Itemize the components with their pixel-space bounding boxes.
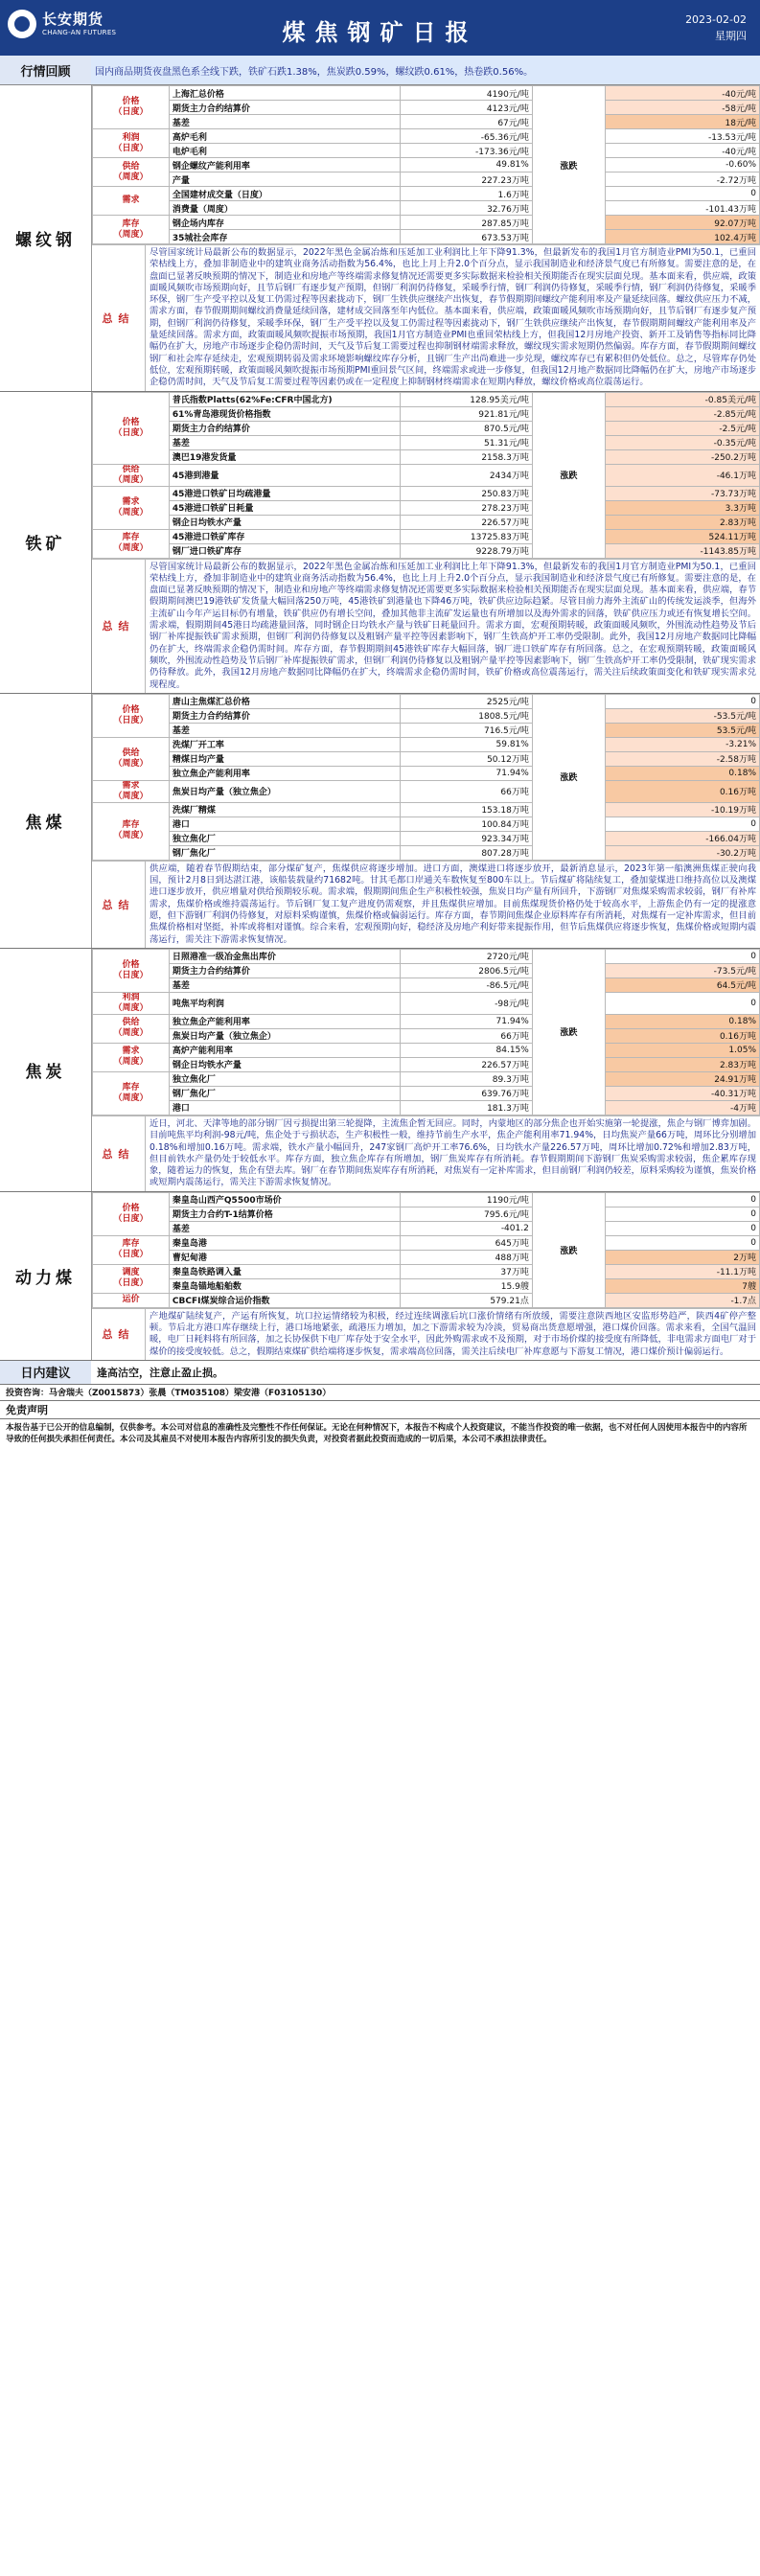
table-row (93, 802, 760, 816)
change-value: 0.18% (605, 766, 759, 780)
summary-label: 总结 (102, 311, 135, 325)
change-value: -46.1万吨 (605, 464, 759, 486)
change-value: -2.72万吨 (605, 172, 759, 187)
category-cell: 价格 （日度） (93, 1192, 170, 1235)
change-value: 0 (605, 949, 759, 963)
change-value: 0 (605, 1207, 759, 1221)
intraday-advice-text: 逢高沽空，注意止盈止损。 (97, 1366, 223, 1379)
table-row (93, 543, 760, 558)
change-value: -11.1万吨 (605, 1264, 759, 1278)
change-value: 524.11万吨 (605, 529, 759, 543)
change-value: -58元/吨 (605, 101, 759, 115)
indicator-name: 秦皇岛铁路调入量 (169, 1264, 400, 1278)
indicator-name: 独立焦化厂 (169, 1071, 400, 1086)
indicator-value: 71.94% (400, 766, 532, 780)
summary-text: 尽管国家统计局最新公布的数据显示，2022年黑色金属冶炼和压延加工业利润比上年下降91.3%，但最新发布的我国1月官方制造业PMI为50.1，已重回荣枯线上方，叠加非制造业中的建筑业商务活动指数为56.4%，也比上月上升2.0个百分点，显示我国制造业和经济景气度已有所修复。需要注意的是，在盘面已显著反映预期的情况下，制造业和房地产等终端需求修复情况还需要更多实际数据来检验相关预期能否在现实层面兑现。基本面来看，供应端，春节假期期间澳巴19港铁矿发货量大幅回落250万吨，45港铁矿到港量也下降46万吨，铁矿供应边际趋紧。尽管目前力海外主流矿山的传统发运淡季，但海外主流矿山今年产运目标仍有增量，铁矿供应仍有增长空间，叠加其他非主流矿发运量也有所增加以及海外需求的回落，铁矿供应压力或还有恢复增长空间。需求端，假期期间45港日均疏港量回落，同时钢企日均铁水产量与铁矿日耗量回升。需求方面，宏观预期转暖，政策面暖风频吹，外围流动性趋势及节后钢厂补库提振铁矿需求预期，但钢厂利润仍待修复以及粗钢产量平控等因素影响下，钢厂生铁高炉开工率仍受限制。此外，我国12月房地产数据同比降幅仍在扩大，终端需求企稳仍需时间。库存方面，春节假期期间45港铁矿库存大幅回落，钢厂进口铁矿库存有所回落。总之，在宏观预期转暖，政策面暖风频吹，外围流动性趋势及节后钢厂补库提振铁矿需求，但钢厂利润仍待修复以及粗钢产量平控等因素影响下，钢厂生铁高炉开工率仍受限制，铁矿现实需求仍待释放。此外，我国12月房地产数据同比降幅仍在扩大，终端需求企稳仍需时间，铁矿价格或高位震荡运行，需关注后续政策面变化和铁矿现实需求兑现程度。 (145, 560, 760, 693)
category-cell: 需求 （周度） (93, 780, 170, 802)
table-row (93, 144, 760, 158)
change-value: -2.58万吨 (605, 751, 759, 766)
table-row (93, 708, 760, 723)
analyst-contact: 投资咨询：马舍瑞夫（Z0015873）张晨（TM035108）梁安港（F03105130） (0, 1385, 760, 1401)
indicator-value: 287.85万吨 (400, 216, 532, 230)
indicator-value: 488万吨 (400, 1250, 532, 1264)
indicator-name: 期货主力合约T-1结算价格 (169, 1207, 400, 1221)
indicator-name: 基差 (169, 115, 400, 129)
section-0 (0, 85, 760, 392)
category-cell: 供给 （周度） (93, 464, 170, 486)
category-cell: 价格 （日度） (93, 694, 170, 737)
change-value: 2.83万吨 (605, 1057, 759, 1071)
table-row (93, 1250, 760, 1264)
summary-label: 总结 (102, 898, 135, 911)
report-header (0, 0, 760, 56)
change-value: -101.43万吨 (605, 201, 759, 216)
table-row (93, 392, 760, 406)
intraday-advice (0, 1361, 760, 1385)
table-row (93, 172, 760, 187)
category-cell: 库存 （周度） (93, 529, 170, 558)
indicator-value: 32.76万吨 (400, 201, 532, 216)
indicator-table (92, 1192, 760, 1308)
change-value: -1143.85万吨 (605, 543, 759, 558)
change-header: 涨跌 (532, 392, 605, 558)
change-value: -30.2万吨 (605, 845, 759, 860)
indicator-name: 独立焦企产能利用率 (169, 1014, 400, 1028)
table-row (93, 963, 760, 978)
indicator-value: 795.6元/吨 (400, 1207, 532, 1221)
table-row (93, 515, 760, 529)
summary-text: 尽管国家统计局最新公布的数据显示，2022年黑色金属冶炼和压延加工业利润比上年下降91.3%，但最新发布的我国1月官方制造业PMI为50.1，已重回荣枯线上方，叠加非制造业中的建筑业商务活动指数为56.4%，也比上月上升2.0个百分点，显示我国制造业和经济景气度已有所修复。需要注意的是，在盘面已显著反映预期的情况下，制造业和房地产等终端需求修复情况还需要更多实际数据来检验相关预期能否在现实层面兑现。基本面来看，供应端，政策面暖风频吹市场预期向好，且节后钢厂有逐步复产预期，但钢厂利润仍待修复，采暖季行情，钢厂利润仍待修复，采暖季行情，钢厂利润仍待修复，采暖季环保，钢厂生产受平控以及复工仍需过程等因素拢动下，钢厂生铁供应继续产出恢复，春节假期期间螺纹产能利用率及产量延续回落。螺纹供应压力不减，需求方面，春节假期期间螺纹消费量延续回落，建材成交回落至年内低位。基本面来看，供应端，政策面暖风频吹市场预期向好，且节后钢厂有逐步复产预期，但钢厂利润仍待修复，采暖季环保，钢厂生产受平控以及复工仍需过程等因素拢动下，钢厂生铁供应继续产出恢复，春节假期期间螺纹产能利用率及产量延续回落。需求方面，政策面暖风频吹提振市场预期，我国1月官方制造业PMI也重回荣枯线上方，但我国12月房地产投资、新开工及销售等指标同比降幅仍在扩大，房地产市场逐步企稳仍需时间，天气及节后复工需要过程也抑制钢材端需求释放，螺纹现实需求短期仍然偏弱。库存方面，春节假期期间螺纹钢厂和社会库存延续走，宏观预期转弱及需求环境影响螺纹库存分析，且钢厂生产出尚难进一步兑现，螺纹库存已有累积但仍处低位。总之，尽管库存仍处低位，宏观预期转暖，政策面暖风频吹提振市场预期PMI重回景气区间，终端需求或进一步修复，但我国12月地产数据同比降幅仍在扩大，房地产市场逐步企稳仍需时间，天气及节后复工需要过程等因素仍或在一定程度上抑制钢材终端需求在短期内释放，螺纹价格或高位震荡运行。 (145, 245, 760, 391)
report-title: 煤焦钢矿日报 (282, 19, 478, 46)
category-cell: 价格 （日度） (93, 949, 170, 992)
indicator-value: 2720元/吨 (400, 949, 532, 963)
table-row (93, 1192, 760, 1207)
change-value: 0 (605, 187, 759, 201)
change-header: 涨跌 (532, 1192, 605, 1307)
indicator-value: 13725.83万吨 (400, 529, 532, 543)
table-row (93, 435, 760, 449)
change-value: 53.5元/吨 (605, 723, 759, 737)
logo-text-en: CHANG-AN FUTURES (42, 29, 117, 36)
table-row (93, 86, 760, 101)
indicator-name: 秦皇岛港 (169, 1235, 400, 1250)
indicator-table (92, 85, 760, 244)
indicator-name: 唐山主焦煤汇总价格 (169, 694, 400, 708)
change-value: 2万吨 (605, 1250, 759, 1264)
table-row (93, 1028, 760, 1043)
change-value: 0.18% (605, 1014, 759, 1028)
summary-text: 近日，河北、天津等地的部分钢厂因亏损提出第三轮提降，主流焦企暂无回应。同时，内蒙地区的部分焦企也开始实施第一轮提涨，焦企与钢厂博弈加剧。目前吨焦平均利润-98元/吨，焦企处于亏损状态，生产积极性一般，维持节前生产水平，焦企产能利用率71.94%，日均焦炭产量66万吨，周环比分别增加0.18%和增加0.16万吨。需求端，铁水产量小幅回升，247家钢厂高炉开工率76.6%，日均铁水产量226.57万吨，周环比增加0.72%和增加2.83万吨，但目前铁水产量仍处于较低水平。库存方面，独立焦企库存有所增加，钢厂焦炭库存有所消耗。春节假期期间下游钢厂焦炭采购需求较弱，焦企累库存现象，随着运力的恢复，焦企有望去库。钢厂在春节期间焦炭库存有所消耗，对焦炭有一定补库需求，但目前钢厂利润仍较差，原料采购较为谨慎，焦炭价格或短期内震荡运行，需关注下游需求恢复情况。 (145, 1116, 760, 1191)
indicator-value: 4190元/吨 (400, 86, 532, 101)
indicator-value: 645万吨 (400, 1235, 532, 1250)
section-name: 螺纹钢 (0, 85, 92, 391)
category-cell: 价格 （日度） (93, 86, 170, 129)
indicator-name: 曹妃甸港 (169, 1250, 400, 1264)
table-row (93, 500, 760, 515)
category-cell: 库存 （周度） (93, 216, 170, 244)
summary-block (92, 1308, 760, 1360)
indicator-value: 579.21点 (400, 1293, 532, 1307)
indicator-value: 66万吨 (400, 780, 532, 802)
category-cell: 库存 （日度） (93, 1235, 170, 1264)
indicator-value: 1190元/吨 (400, 1192, 532, 1207)
change-value: -2.5元/吨 (605, 421, 759, 435)
change-value: 24.91万吨 (605, 1071, 759, 1086)
category-cell: 利润 （日度） (93, 129, 170, 158)
indicator-value: 923.34万吨 (400, 831, 532, 845)
table-row (93, 464, 760, 486)
table-row (93, 723, 760, 737)
table-row (93, 949, 760, 963)
category-cell: 库存 （周度） (93, 1071, 170, 1115)
indicator-name: 45港进口铁矿库存 (169, 529, 400, 543)
indicator-value: 2158.3万吨 (400, 449, 532, 464)
change-value: 0 (605, 816, 759, 831)
change-value: -73.5元/吨 (605, 963, 759, 978)
disclaimer-text: 本报告基于已公开的信息编制，仅供参考。本公司对信息的准确性及完整性不作任何保证。无论在何种情况下，本报告不构成个人投资建议，不能当作投资的唯一依据，也不对任何人因使用本报告中的内容所导致的任何损失承担任何责任。本公司及其雇员不对使用本报告内容所引发的损失负责，对投资者据此投资而造成的一切后果，本公司不承担法律责任。 (6, 1422, 748, 1444)
indicator-name: 洗煤厂精煤 (169, 802, 400, 816)
indicator-value: 15.9艘 (400, 1278, 532, 1293)
summary-text: 产地煤矿陆续复产，产运有所恢复，坑口拉运情绪较为积极，经过连续调涨后坑口涨价情绪有所放缓，需要注意陕西地区安监形势趋严，陕西4矿停产整顿。节后北方港口库存继续上行，港口场地紧张，疏港压力增加，加之下游需求较为冷淡，贸易商出货意愿增强，港口煤价回落。需求来看，全国气温回暖，电厂日耗料将有所回落，加之长协保供下电厂库存处于安全水平，因此外购需求或不及预期，对于市场价煤的接受度有所降低，非电需求方面电厂对于煤价的接受度较低。总之，假期结束煤矿供给端将逐步恢复，需求端高位回落，需关注后续电厂补库意愿与下游复工情况，港口煤价预计偏弱运行。 (145, 1309, 760, 1360)
indicator-value: 4123元/吨 (400, 101, 532, 115)
table-row (93, 158, 760, 172)
table-row (93, 780, 760, 802)
category-cell: 需求 （周度） (93, 1043, 170, 1071)
indicator-name: 上海汇总价格 (169, 86, 400, 101)
indicator-value: 100.84万吨 (400, 816, 532, 831)
category-cell: 调度 （日度） (93, 1264, 170, 1293)
indicator-name: 61%青岛港现货价格指数 (169, 406, 400, 421)
indicator-value: 226.57万吨 (400, 1057, 532, 1071)
change-value: -250.2万吨 (605, 449, 759, 464)
indicator-value: -86.5元/吨 (400, 978, 532, 992)
category-cell: 价格 （日度） (93, 392, 170, 464)
summary-label: 总结 (102, 1147, 135, 1161)
change-value: -73.73万吨 (605, 486, 759, 500)
summary-block (92, 244, 760, 391)
indicator-value: 89.3万吨 (400, 1071, 532, 1086)
change-value: 64.5元/吨 (605, 978, 759, 992)
indicator-value: -173.36元/吨 (400, 144, 532, 158)
indicator-name: 高炉产能利用率 (169, 1043, 400, 1057)
table-row (93, 187, 760, 201)
indicator-name: 港口 (169, 816, 400, 831)
indicator-value: 2434万吨 (400, 464, 532, 486)
change-value: -166.04万吨 (605, 831, 759, 845)
section-name: 铁矿 (0, 392, 92, 693)
indicator-value: 2525元/吨 (400, 694, 532, 708)
indicator-name: 钢厂焦化厂 (169, 845, 400, 860)
change-header: 涨跌 (532, 694, 605, 860)
indicator-name: 期货主力合约结算价 (169, 421, 400, 435)
indicator-name: 独立焦化厂 (169, 831, 400, 845)
report-date: 2023-02-02 (685, 13, 747, 26)
summary-block (92, 861, 760, 948)
indicator-value: 71.94% (400, 1014, 532, 1028)
table-row (93, 1086, 760, 1100)
market-review-text: 国内商品期货夜盘黑色系全线下跌，铁矿石跌1.38%，焦炭跌0.59%，螺纹跌0.61%，热卷跌0.56%。 (91, 56, 760, 84)
indicator-value: 37万吨 (400, 1264, 532, 1278)
change-value: -3.21% (605, 737, 759, 751)
indicator-name: 45港到港量 (169, 464, 400, 486)
change-value: -0.60% (605, 158, 759, 172)
indicator-value: 67元/吨 (400, 115, 532, 129)
market-review (0, 56, 760, 85)
table-row (93, 486, 760, 500)
change-value: 0 (605, 1221, 759, 1235)
summary-block (92, 1116, 760, 1191)
indicator-name: 钢企螺纹产能利用率 (169, 158, 400, 172)
indicator-name: 消费量（周度） (169, 201, 400, 216)
table-row (93, 406, 760, 421)
indicator-name: 35城社会库存 (169, 230, 400, 244)
section-name: 焦煤 (0, 694, 92, 948)
indicator-value: 49.81% (400, 158, 532, 172)
indicator-value: -65.36元/吨 (400, 129, 532, 144)
intraday-advice-label: 日内建议 (0, 1361, 91, 1384)
category-cell: 需求 （周度） (93, 486, 170, 529)
table-row (93, 129, 760, 144)
change-value: -53.5元/吨 (605, 708, 759, 723)
indicator-name: 钢企日均铁水产量 (169, 515, 400, 529)
change-value: -2.85元/吨 (605, 406, 759, 421)
indicator-value: 639.76万吨 (400, 1086, 532, 1100)
section-body (92, 694, 760, 948)
change-value: -0.85美元/吨 (605, 392, 759, 406)
indicator-name: 钢企场内库存 (169, 216, 400, 230)
indicator-value: 51.31元/吨 (400, 435, 532, 449)
table-row (93, 115, 760, 129)
indicator-name: 期货主力合约结算价 (169, 963, 400, 978)
logo-text-cn: 长安期货 (42, 11, 104, 28)
change-header: 涨跌 (532, 86, 605, 244)
report-date-block (685, 12, 747, 44)
indicator-name: 期货主力合约结算价 (169, 708, 400, 723)
indicator-name: 钢厂进口铁矿库存 (169, 543, 400, 558)
change-value: 0.16万吨 (605, 1028, 759, 1043)
summary-block (92, 559, 760, 693)
change-value: 1.05% (605, 1043, 759, 1057)
table-row (93, 1207, 760, 1221)
indicator-value: 1.6万吨 (400, 187, 532, 201)
category-cell: 供给 （周度） (93, 158, 170, 187)
category-cell: 库存 （周度） (93, 802, 170, 860)
table-row (93, 766, 760, 780)
indicator-name: 基差 (169, 723, 400, 737)
category-cell: 供给 （周度） (93, 1014, 170, 1043)
table-row (93, 201, 760, 216)
table-row (93, 845, 760, 860)
change-value: -10.19万吨 (605, 802, 759, 816)
indicator-name: 吨焦平均利润 (169, 992, 400, 1014)
table-row (93, 421, 760, 435)
indicator-value: 227.23万吨 (400, 172, 532, 187)
section-body (92, 392, 760, 693)
indicator-name: CBCFI煤炭综合运价指数 (169, 1293, 400, 1307)
change-header: 涨跌 (532, 949, 605, 1115)
table-row (93, 992, 760, 1014)
section-body (92, 85, 760, 391)
indicator-value: 807.28万吨 (400, 845, 532, 860)
indicator-value: 278.23万吨 (400, 500, 532, 515)
change-value: 0 (605, 694, 759, 708)
indicator-value: 50.12万吨 (400, 751, 532, 766)
change-value: -4万吨 (605, 1100, 759, 1115)
indicator-value: 59.81% (400, 737, 532, 751)
indicator-table (92, 694, 760, 861)
indicator-table (92, 392, 760, 559)
indicator-name: 基差 (169, 978, 400, 992)
indicator-name: 产量 (169, 172, 400, 187)
table-row (93, 1278, 760, 1293)
table-row (93, 816, 760, 831)
change-value: -0.35元/吨 (605, 435, 759, 449)
indicator-name: 期货主力合约结算价 (169, 101, 400, 115)
section-2 (0, 694, 760, 949)
table-row (93, 216, 760, 230)
section-1 (0, 392, 760, 694)
table-row (93, 831, 760, 845)
indicator-value: 153.18万吨 (400, 802, 532, 816)
indicator-name: 焦炭日均产量（独立焦企） (169, 1028, 400, 1043)
change-value: -40元/吨 (605, 86, 759, 101)
table-row (93, 449, 760, 464)
section-4 (0, 1192, 760, 1361)
change-value: -1.7点 (605, 1293, 759, 1307)
indicator-name: 基差 (169, 1221, 400, 1235)
change-value: -13.53元/吨 (605, 129, 759, 144)
table-row (93, 1100, 760, 1115)
table-row (93, 1014, 760, 1028)
change-value: 2.83万吨 (605, 515, 759, 529)
indicator-value: 2806.5元/吨 (400, 963, 532, 978)
indicator-value: 128.95美元/吨 (400, 392, 532, 406)
indicator-name: 焦炭日均产量（独立焦企） (169, 780, 400, 802)
section-name: 焦炭 (0, 949, 92, 1191)
indicator-name: 港口 (169, 1100, 400, 1115)
change-value: 0 (605, 1192, 759, 1207)
indicator-name: 澳巴19港发货量 (169, 449, 400, 464)
indicator-name: 45港进口铁矿日均疏港量 (169, 486, 400, 500)
summary-label: 总结 (102, 1328, 135, 1342)
table-row (93, 1235, 760, 1250)
table-row (93, 737, 760, 751)
change-value: 102.4万吨 (605, 230, 759, 244)
section-body (92, 1192, 760, 1360)
change-value: -40元/吨 (605, 144, 759, 158)
summary-label: 总结 (102, 620, 135, 633)
change-value: 7艘 (605, 1278, 759, 1293)
indicator-value: 870.5元/吨 (400, 421, 532, 435)
table-row (93, 1043, 760, 1057)
change-value: 3.3万吨 (605, 500, 759, 515)
indicator-value: 9228.79万吨 (400, 543, 532, 558)
change-value: 0 (605, 1235, 759, 1250)
indicator-name: 普氏指数Platts(62%Fe:CFR中国北方) (169, 392, 400, 406)
indicator-value: 921.81元/吨 (400, 406, 532, 421)
indicator-name: 钢企日均铁水产量 (169, 1057, 400, 1071)
summary-text: 供应端，随着春节假期结束，部分煤矿复产，焦煤供应将逐步增加。进口方面，澳煤进口将逐步放开，最新消息显示，2023年第一船澳洲焦煤正驶向我国，预计2月8日到达湛江港，该船装载量约71682吨。甘其毛都口岸通关车数恢复至800车以上。节后煤矿将陆续复工，叠加蒙煤进口维持高位以及澳煤进口逐步放开，供应增量对供给预期较乐观。需求端，假期期间焦企生产积极性较强，焦炭日均产量有所回升，下游钢厂对焦煤采购需求较弱，钢厂有补库需求，焦煤价格或维持震荡运行。节后钢厂复工复产进度仍需观察，并且焦煤供应增加。目前焦煤现货价格仍处于较高水平，上游焦企仍有一定的提涨意愿，但下游钢厂利润仍待修复，对原料采购谨慎，焦煤价格或偏弱运行。库存方面，春节期间焦煤企业原料库存有所消耗，对焦煤有一定补库需求，但目前焦煤价格相对坚挺，补库或将相对谨慎。综合来看，宏观预期向好，稳经济及房地产利好带来提振作用，但节后焦煤供应将逐步恢复，焦煤价格或短期内震荡运行，需关注下游需求恢复情况。 (145, 862, 760, 948)
indicator-name: 基差 (169, 435, 400, 449)
market-review-label: 行情回顾 (0, 56, 91, 84)
section-name: 动力煤 (0, 1192, 92, 1360)
change-value: 92.07万吨 (605, 216, 759, 230)
indicator-name: 秦皇岛锚地船舶数 (169, 1278, 400, 1293)
category-cell: 需求 (93, 187, 170, 216)
table-row (93, 101, 760, 115)
indicator-value: 673.53万吨 (400, 230, 532, 244)
category-cell: 运价 (93, 1293, 170, 1307)
table-row (93, 751, 760, 766)
indicator-name: 电炉毛利 (169, 144, 400, 158)
indicator-table (92, 949, 760, 1116)
indicator-name: 全国建材成交量（日度） (169, 187, 400, 201)
table-row (93, 230, 760, 244)
category-cell: 供给 （周度） (93, 737, 170, 780)
indicator-value: 181.3万吨 (400, 1100, 532, 1115)
indicator-name: 高炉毛利 (169, 129, 400, 144)
change-value: 0 (605, 992, 759, 1014)
commodity-sections (0, 85, 760, 1361)
category-cell: 利润 （周度） (93, 992, 170, 1014)
indicator-value: 66万吨 (400, 1028, 532, 1043)
indicator-name: 钢厂焦化厂 (169, 1086, 400, 1100)
indicator-name: 独立焦企产能利用率 (169, 766, 400, 780)
indicator-value: 250.83万吨 (400, 486, 532, 500)
change-value: -40.31万吨 (605, 1086, 759, 1100)
table-row (93, 529, 760, 543)
table-row (93, 1264, 760, 1278)
table-row (93, 978, 760, 992)
table-row (93, 694, 760, 708)
report-weekday: 星期四 (715, 30, 747, 42)
indicator-value: 1808.5元/吨 (400, 708, 532, 723)
indicator-name: 日照港准一级冶金焦出库价 (169, 949, 400, 963)
indicator-name: 洗煤厂开工率 (169, 737, 400, 751)
table-row (93, 1057, 760, 1071)
indicator-value: 84.15% (400, 1043, 532, 1057)
indicator-name: 秦皇岛山西产Q5500市场价 (169, 1192, 400, 1207)
indicator-value: 226.57万吨 (400, 515, 532, 529)
section-3 (0, 949, 760, 1192)
change-value: 18元/吨 (605, 115, 759, 129)
table-row (93, 1071, 760, 1086)
indicator-name: 精煤日均产量 (169, 751, 400, 766)
table-row (93, 1221, 760, 1235)
section-body (92, 949, 760, 1191)
indicator-value: -98元/吨 (400, 992, 532, 1014)
change-value: 0.16万吨 (605, 780, 759, 802)
disclaimer-title: 免责声明 (0, 1401, 760, 1419)
indicator-value: -401.2 (400, 1221, 532, 1235)
indicator-name: 45港进口铁矿日耗量 (169, 500, 400, 515)
table-row (93, 1293, 760, 1307)
indicator-value: 716.5元/吨 (400, 723, 532, 737)
